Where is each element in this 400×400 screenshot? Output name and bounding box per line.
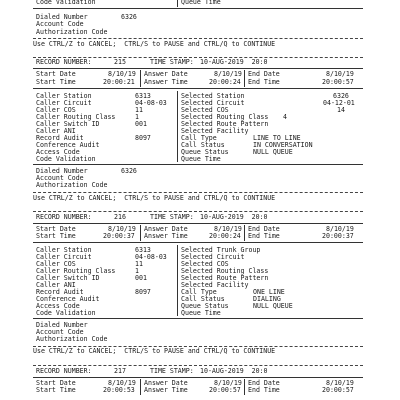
answer-time-label: Answer Time (144, 386, 188, 394)
caller-station-label: Caller Station (36, 246, 92, 254)
answer-date-label: Answer Date (144, 379, 188, 387)
selected-cos-label: Selected COS (181, 106, 229, 114)
end-time-label: End Time (248, 232, 280, 240)
selected-routing-class-label: Selected Routing Class (181, 267, 269, 275)
selected-facility-label: Selected Facility (181, 127, 249, 135)
queue-time-label: Queue Time (181, 309, 221, 317)
start-time-value: 20:00:53 (103, 386, 135, 394)
dialed-number-label: Dialed Number (36, 13, 88, 21)
end-date-value: 8/10/19 (326, 70, 354, 78)
section-rule (33, 8, 363, 9)
queue-time-label: Queue Time (181, 155, 221, 163)
account-code-label: Account Code (36, 328, 84, 336)
answer-date-value: 8/10/19 (214, 70, 242, 78)
column-divider (177, 0, 178, 7)
caller-routing-class-value: 1 (135, 267, 139, 275)
column-divider (177, 91, 178, 162)
access-code-label: Access Code (36, 148, 80, 156)
access-code-label: Access Code (36, 302, 80, 310)
call-status-value: IN CONVERSATION (253, 141, 313, 149)
controls-line: Use CTRL/Z to CANCEL; CTRL/S to PAUSE and CTRL/Q to CONTINUE (33, 347, 276, 355)
column-divider (244, 225, 245, 241)
caller-station-value: 6313 (135, 246, 151, 254)
record-number-label: RECORD NUMBER: (36, 58, 92, 66)
caller-routing-class-label: Caller Routing Class (36, 267, 116, 275)
caller-ani-label: Caller ANI (36, 127, 76, 135)
caller-station-value: 6313 (135, 92, 151, 100)
selected-station-label: Selected Station (181, 92, 245, 100)
end-time-value: 20:00:57 (322, 386, 354, 394)
start-time-value: 20:00:21 (103, 78, 135, 86)
time-stamp-label: TIME STAMP: (150, 367, 194, 375)
caller-cos-value: 11 (135, 260, 143, 268)
caller-ani-label: Caller ANI (36, 281, 76, 289)
end-date-value: 8/10/19 (326, 225, 354, 233)
selected-routing-class-label: Selected Routing Class (181, 113, 269, 121)
end-date-label: End Date (248, 379, 280, 387)
caller-station-label: Caller Station (36, 92, 92, 100)
selected-routing-class-value: 4 (283, 113, 287, 121)
record-audit-label: Record Audit (36, 134, 84, 142)
selected-station-value: 6326 (333, 92, 349, 100)
column-divider (244, 70, 245, 87)
answer-date-value: 8/10/19 (214, 225, 242, 233)
selected-cos-value: 14 (337, 106, 345, 114)
record-end-rule (33, 192, 363, 193)
end-date-value: 8/10/19 (326, 379, 354, 387)
column-divider (140, 70, 141, 87)
start-date-value: 8/10/19 (108, 379, 136, 387)
start-date-value: 8/10/19 (108, 70, 136, 78)
section-rule (33, 242, 363, 243)
conference-audit-label: Conference Audit (36, 295, 100, 303)
caller-circuit-label: Caller Circuit (36, 99, 92, 107)
selected-route-pattern-label: Selected Route Pattern (181, 120, 269, 128)
section-rule (33, 68, 363, 69)
section-rule (33, 164, 363, 165)
caller-cos-label: Caller COS (36, 260, 76, 268)
record-audit-value: 8097 (135, 134, 151, 142)
call-status-label: Call Status (181, 295, 225, 303)
answer-time-label: Answer Time (144, 78, 188, 86)
record-number-value: 217 (114, 367, 126, 375)
selected-route-pattern-label: Selected Route Pattern (181, 274, 269, 282)
start-time-value: 20:00:37 (103, 232, 135, 240)
column-divider (140, 225, 141, 241)
end-time-value: 20:00:57 (322, 78, 354, 86)
start-date-label: Start Date (36, 70, 76, 78)
dialed-number-label: Dialed Number (36, 167, 88, 175)
end-date-label: End Date (248, 70, 280, 78)
section-rule (33, 223, 363, 224)
record-number-label: RECORD NUMBER: (36, 213, 92, 221)
caller-switch-id-label: Caller Switch ID (36, 120, 100, 128)
caller-switch-id-value: 001 (135, 120, 147, 128)
answer-time-label: Answer Time (144, 232, 188, 240)
code-validation-label: Code Validation (36, 0, 96, 6)
end-time-value: 20:00:37 (322, 232, 354, 240)
answer-time-value: 20:00:24 (209, 232, 241, 240)
time-stamp-value: 10-AUG-2019 20:0 (200, 213, 268, 221)
answer-time-value: 20:00:24 (209, 78, 241, 86)
column-divider (244, 379, 245, 395)
record-end-rule (33, 38, 363, 39)
selected-circuit-label: Selected Circuit (181, 253, 245, 261)
authorization-code-label: Authorization Code (36, 28, 108, 36)
code-validation-label: Code Validation (36, 155, 96, 163)
caller-switch-id-label: Caller Switch ID (36, 274, 100, 282)
selected-trunk-group-label: Selected Trunk Group (181, 246, 261, 254)
time-stamp-label: TIME STAMP: (150, 58, 194, 66)
controls-line: Use CTRL/Z to CANCEL; CTRL/S to PAUSE and CTRL/Q to CONTINUE (33, 40, 276, 48)
caller-cos-value: 11 (135, 106, 143, 114)
authorization-code-label: Authorization Code (36, 181, 108, 189)
start-time-label: Start Time (36, 386, 76, 394)
dialed-number-label: Dialed Number (36, 321, 88, 329)
answer-time-value: 20:00:57 (209, 386, 241, 394)
answer-date-value: 8/10/19 (214, 379, 242, 387)
caller-routing-class-value: 1 (135, 113, 139, 121)
call-type-value: LINE TO LINE (253, 134, 301, 142)
conference-audit-label: Conference Audit (36, 141, 100, 149)
start-time-label: Start Time (36, 78, 76, 86)
call-status-label: Call Status (181, 141, 225, 149)
authorization-code-label: Authorization Code (36, 335, 108, 343)
answer-date-label: Answer Date (144, 70, 188, 78)
column-divider (177, 245, 178, 316)
record-number-value: 215 (114, 58, 126, 66)
queue-status-value: NULL QUEUE (253, 148, 293, 156)
record-start-rule (33, 365, 363, 366)
section-rule (33, 88, 363, 89)
selected-facility-label: Selected Facility (181, 281, 249, 289)
caller-cos-label: Caller COS (36, 106, 76, 114)
selected-circuit-label: Selected Circuit (181, 99, 245, 107)
start-date-label: Start Date (36, 225, 76, 233)
start-time-label: Start Time (36, 232, 76, 240)
caller-circuit-value: 04-08-03 (135, 99, 167, 107)
queue-time-label: Queue Time (181, 0, 221, 6)
call-type-value: ONE LINE (253, 288, 285, 296)
time-stamp-label: TIME STAMP: (150, 213, 194, 221)
end-time-label: End Time (248, 78, 280, 86)
code-validation-label: Code Validation (36, 309, 96, 317)
selected-cos-label: Selected COS (181, 260, 229, 268)
caller-switch-id-value: 001 (135, 274, 147, 282)
queue-status-label: Queue Status (181, 148, 229, 156)
dialed-number-value: 6326 (121, 167, 137, 175)
caller-circuit-value: 04-08-03 (135, 253, 167, 261)
account-code-label: Account Code (36, 174, 84, 182)
record-audit-label: Record Audit (36, 288, 84, 296)
start-date-value: 8/10/19 (108, 225, 136, 233)
controls-line: Use CTRL/Z to CANCEL; CTRL/S to PAUSE and CTRL/Q to CONTINUE (33, 194, 276, 202)
section-rule (33, 377, 363, 378)
end-date-label: End Date (248, 225, 280, 233)
end-time-label: End Time (248, 386, 280, 394)
queue-status-value: NULL QUEUE (253, 302, 293, 310)
time-stamp-value: 10-AUG-2019 20:0 (200, 367, 268, 375)
caller-routing-class-label: Caller Routing Class (36, 113, 116, 121)
account-code-label: Account Code (36, 20, 84, 28)
selected-circuit-value: 04-12-01 (323, 99, 355, 107)
dialed-number-value: 6326 (121, 13, 137, 21)
section-rule (33, 318, 363, 319)
caller-circuit-label: Caller Circuit (36, 253, 92, 261)
time-stamp-value: 10-AUG-2019 20:0 (200, 58, 268, 66)
record-number-value: 216 (114, 213, 126, 221)
record-number-label: RECORD NUMBER: (36, 367, 92, 375)
answer-date-label: Answer Date (144, 225, 188, 233)
record-audit-value: 8097 (135, 288, 151, 296)
call-type-label: Call Type (181, 288, 217, 296)
record-start-rule (33, 211, 363, 212)
call-type-label: Call Type (181, 134, 217, 142)
call-status-value: DIALING (253, 295, 281, 303)
queue-status-label: Queue Status (181, 302, 229, 310)
start-date-label: Start Date (36, 379, 76, 387)
column-divider (140, 379, 141, 395)
